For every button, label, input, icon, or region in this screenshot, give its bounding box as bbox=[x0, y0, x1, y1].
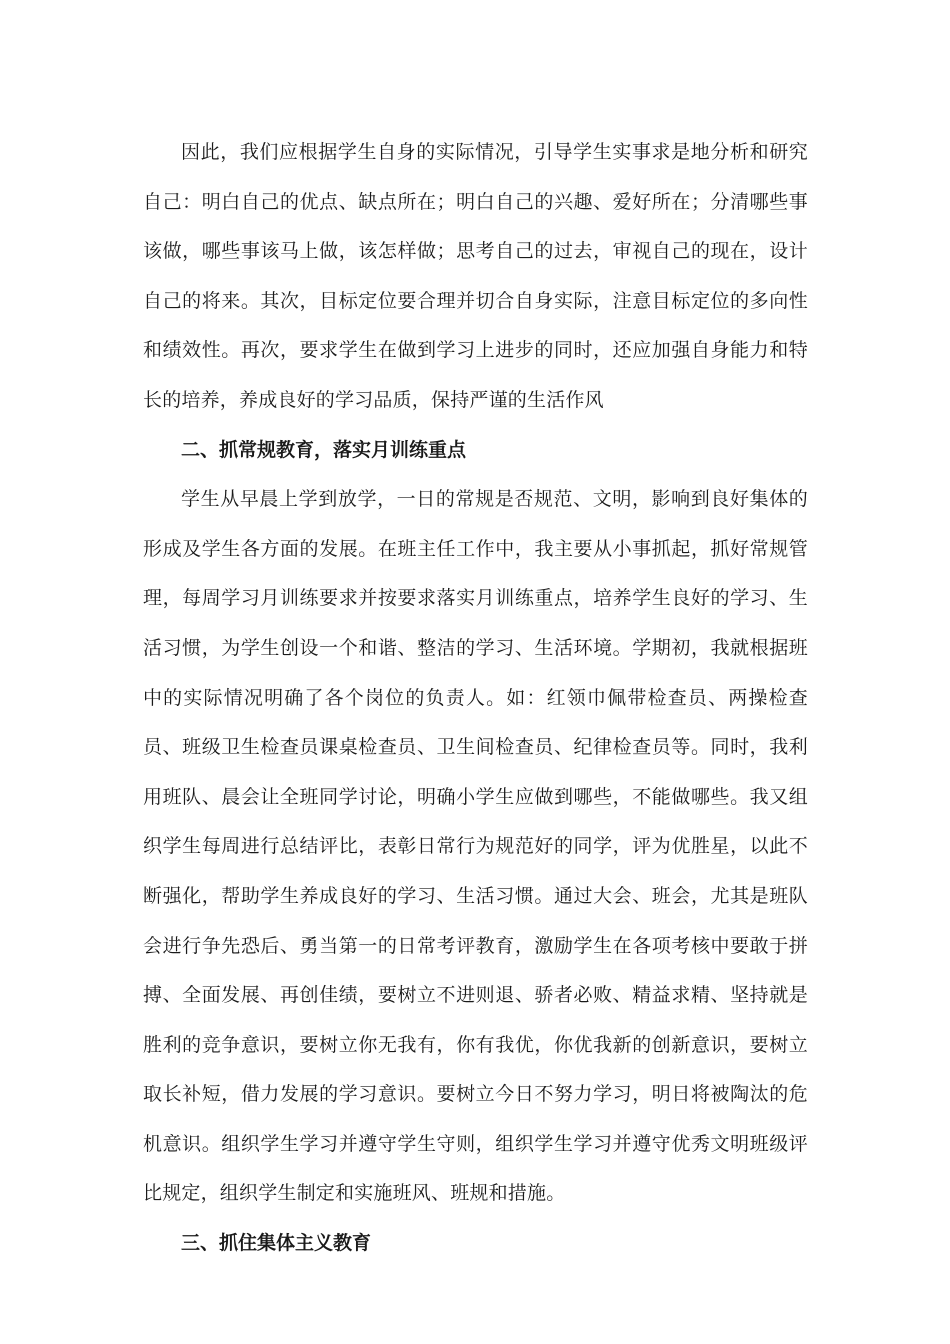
paragraph-routine-management: 学生从早晨上学到放学，一日的常规是否规范、文明，影响到良好集体的形成及学生各方面的发展。在班主任工作中，我主要从小事抓起，抓好常规管理，每周学习月训练要求并按要求落实月训练重点，培养学生良好的学习、生活习惯，为学生创设一个和谐、整洁的学习、生活环境。学期初，我就根据班中的实际情况明确了各个岗位的负责人。如：红领巾佩带检查员、两操检查员、班级卫生检查员课桌检查员、卫生间检查员、纪律检查员等。同时，我利用班队、晨会让全班同学讨论，明确小学生应做到哪些，不能做哪些。我又组织学生每周进行总结评比，表彰日常行为规范好的同学，评为优胜星，以此不断强化，帮助学生养成良好的学习、生活习惯。通过大会、班会，尤其是班队会进行争先恐后、勇当第一的日常考评教育，激励学生在各项考核中要敢于拼搏、全面发展、再创佳绩，要树立不进则退、骄者必败、精益求精、坚持就是胜利的竞争意识，要树立你无我有，你有我优，你优我新的创新意识，要树立取长补短，借力发展的学习意识。要树立今日不努力学习，明日将被陶汰的危机意识。组织学生学习并遵守学生守则，组织学生学习并遵守优秀文明班级评比规定，组织学生制定和实施班风、班规和措施。 bbox=[143, 488, 808, 1205]
section-heading-collectivism-education: 三、抓住集体主义教育 bbox=[181, 1232, 372, 1255]
document-body bbox=[143, 128, 808, 1269]
section-heading-routine-education: 二、抓常规教育，落实月训练重点 bbox=[181, 438, 467, 461]
paragraph-self-analysis: 因此，我们应根据学生自身的实际情况，引导学生实事求是地分析和研究自己：明白自己的优点、缺点所在；明白自己的兴趣、爱好所在；分清哪些事该做，哪些事该马上做，该怎样做；思考自己的过去，审视自己的现在，设计自己的将来。其次，目标定位要合理并切合自身实际，注意目标定位的多向性和绩效性。再次，要求学生在做到学习上进步的同时，还应加强自身能力和特长的培养，养成良好的学习品质，保持严谨的生活作风 bbox=[143, 141, 808, 411]
